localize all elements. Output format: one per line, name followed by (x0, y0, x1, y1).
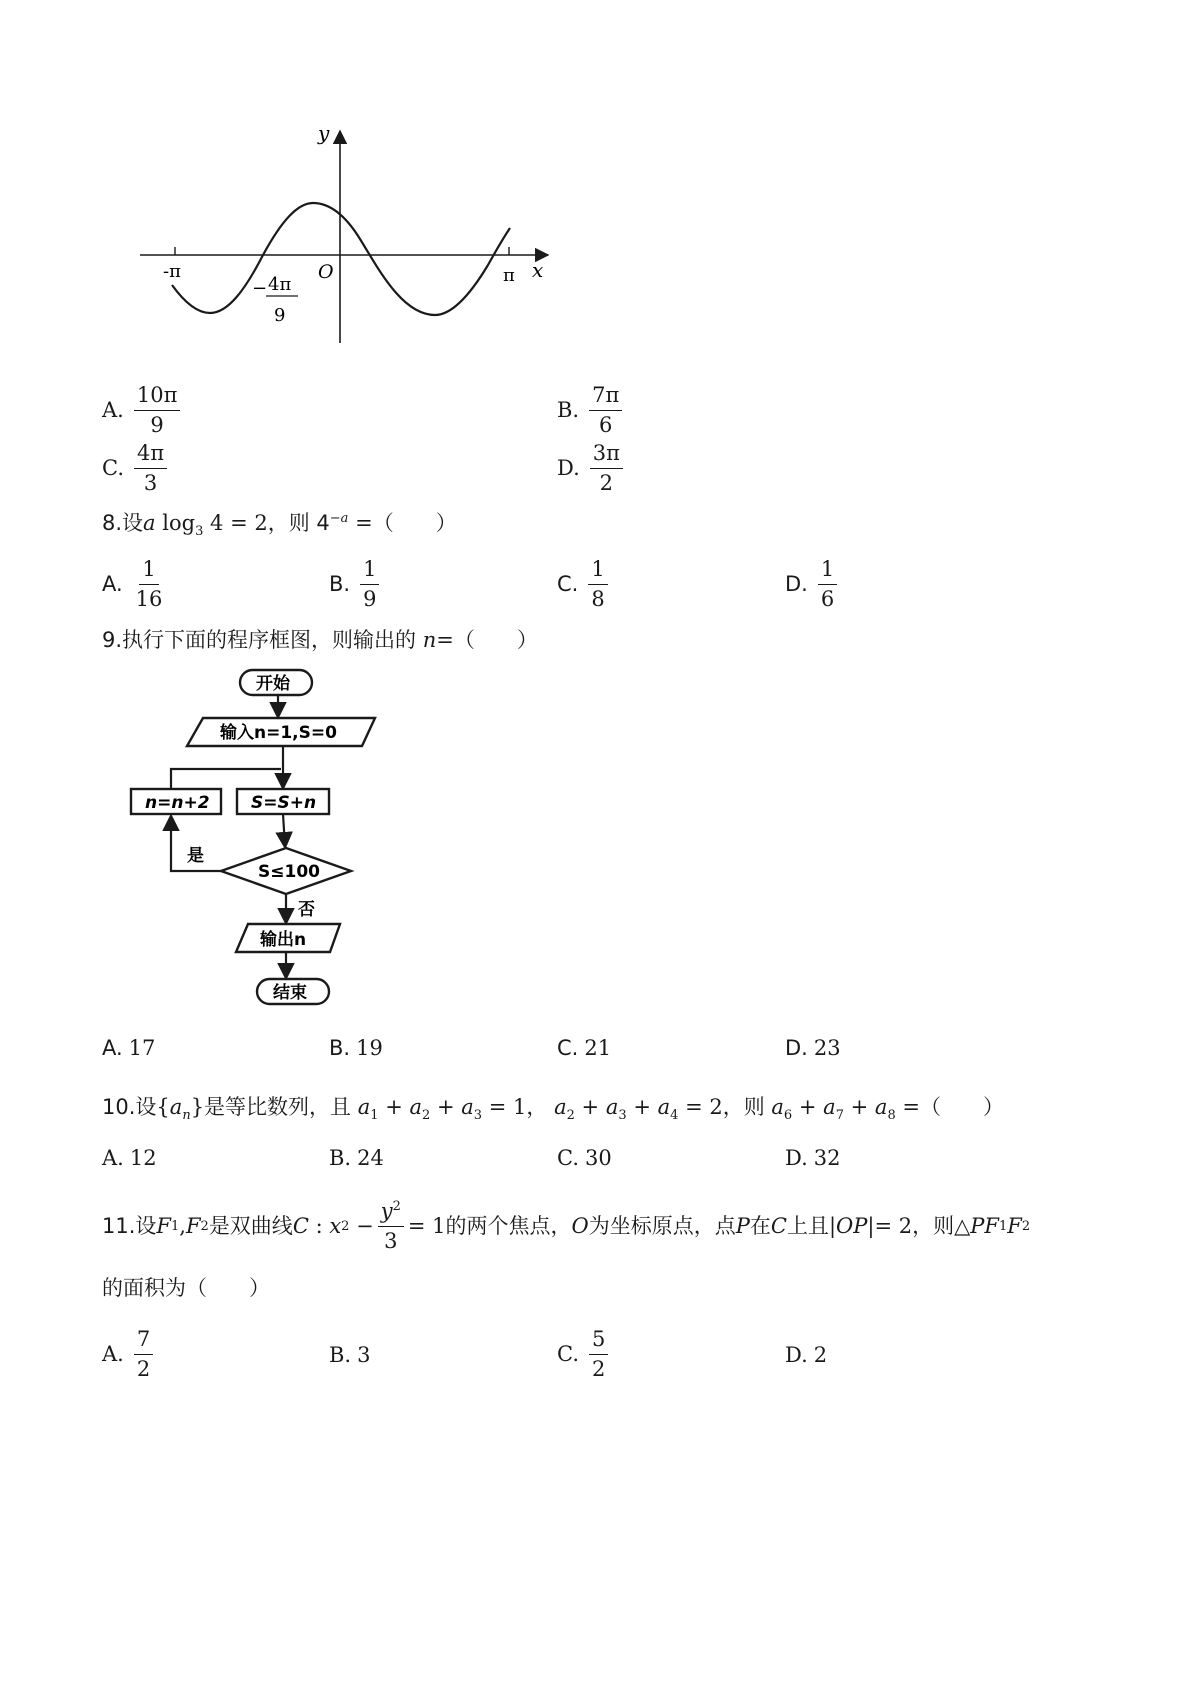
q7-option-b[interactable]: B. $\frac{7\pi}{6}$ (557, 384, 626, 437)
flow-output-text: 输出n (260, 930, 307, 950)
origin-label: O (318, 261, 334, 283)
q10-stem: 10.设$\{a_n\}$是等比数列，且 $a_1 + a_2 + a_3 = 1$， $a_2 + a_3 + a_4 = 2$，则 $a_6 + a_7 + a_8$ =（ ） (102, 1095, 1005, 1124)
flow-no-label: 否 (298, 900, 315, 920)
q10-option-d[interactable]: D. 32 (785, 1146, 841, 1170)
q11-option-a[interactable]: A. $\frac{7}{2}$ (102, 1328, 157, 1381)
q9-option-b[interactable]: B. 19 (329, 1036, 383, 1060)
flow-condition-text: S≤100 (258, 862, 320, 882)
flowchart (125, 663, 385, 1013)
q7-option-c[interactable]: C. $\frac{4\pi}{3}$ (102, 442, 171, 495)
zero-label-den: 9 (274, 305, 286, 326)
flow-end-text: 结束 (273, 983, 307, 1003)
q10-option-c[interactable]: C. 30 (557, 1146, 612, 1170)
q9-option-d[interactable]: D. 23 (785, 1036, 841, 1060)
q10-option-b[interactable]: B. 24 (329, 1146, 384, 1170)
q9-stem: 9.执行下面的程序框图，则输出的 n=（ ） (102, 628, 538, 652)
flow-yes-label: 是 (187, 846, 204, 866)
flow-assign-s-text: S=S+n (251, 793, 317, 813)
y-axis-label: y (318, 125, 330, 145)
zero-label-num: 4π (268, 274, 292, 295)
q11-option-b[interactable]: B. 3 (329, 1343, 371, 1367)
q8-option-b[interactable]: B. $\frac{1}{9}$ (329, 558, 383, 611)
q11-option-c[interactable]: C. $\frac{5}{2}$ (557, 1328, 612, 1381)
q9-option-a[interactable]: A. 17 (102, 1036, 156, 1060)
q8-option-c[interactable]: C. $\frac{1}{8}$ (557, 558, 612, 611)
q11-stem-line1: 11. 设 F 1 , F 2 是双曲线 C : x 2 − $\frac{y^2}{3}$ = 1 的两个焦点， O 为坐标原点，点 P 在 C 上且 | OP |= 2 ，则 △ PF 1 F 2 (102, 1199, 1031, 1254)
flow-assign-n-text: n=n+2 (145, 793, 210, 813)
flow-start-text: 开始 (256, 674, 290, 694)
pi-label: π (503, 265, 515, 286)
q9-option-c[interactable]: C. 21 (557, 1036, 612, 1060)
zero-label-sign: − (252, 278, 268, 299)
q8-option-a[interactable]: A. $\frac{1}{16}$ (102, 557, 163, 612)
flow-input-text: 输入n=1,S=0 (220, 723, 337, 743)
sine-curve (172, 203, 510, 315)
x-axis-label: x (532, 258, 544, 282)
q7-option-a[interactable]: A. $\frac{10\pi}{9}$ (102, 384, 184, 437)
q11-stem-line2: 的面积为（ ） (102, 1276, 270, 1300)
sine-graph (130, 125, 570, 385)
q11-option-d[interactable]: D. 2 (785, 1343, 828, 1367)
q7-option-d[interactable]: D. $\frac{3\pi}{2}$ (557, 442, 627, 495)
neg-pi-label: -π (163, 261, 181, 282)
q8-stem: 8.设a $\log_3 4 = 2$，则 $4^{-a}$ =（ ） (102, 511, 457, 540)
q8-option-d[interactable]: D. $\frac{1}{6}$ (785, 558, 841, 611)
q10-option-a[interactable]: A. 12 (102, 1146, 157, 1170)
